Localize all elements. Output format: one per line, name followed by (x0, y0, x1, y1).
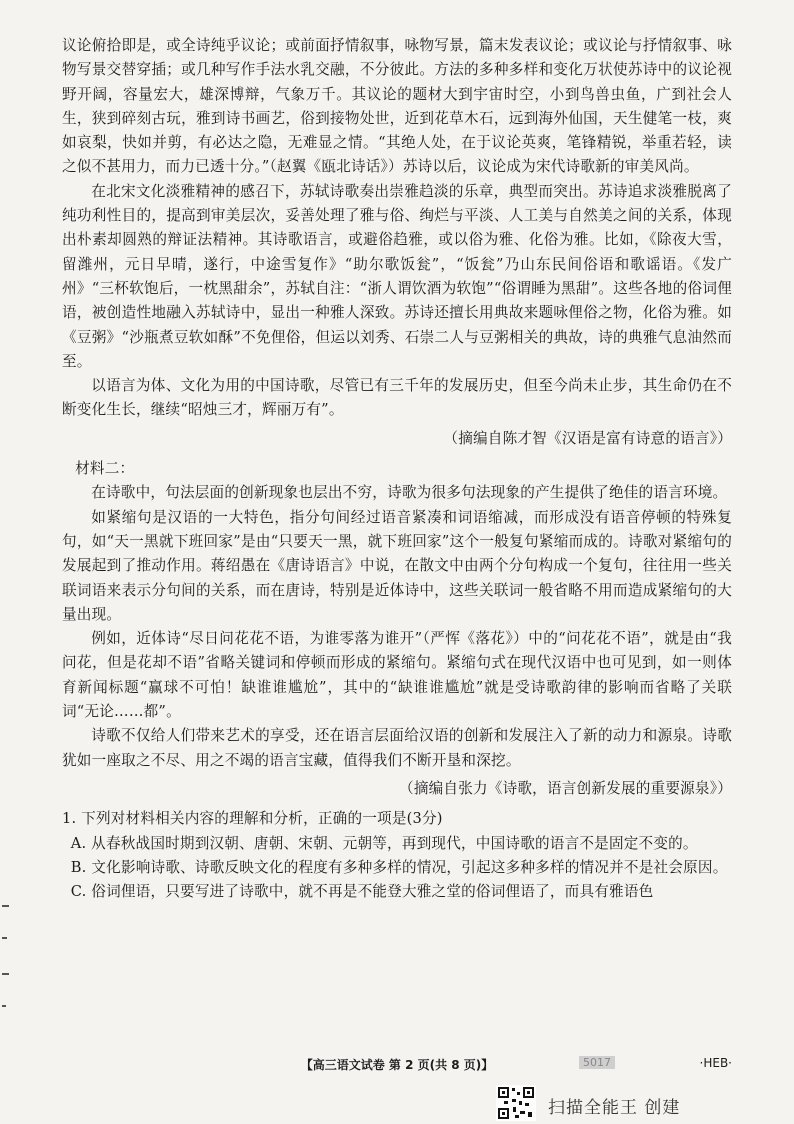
qr-code-icon (496, 1085, 536, 1121)
page-footer (62, 1056, 732, 1076)
material2-heading: 材料二： (75, 460, 135, 478)
footer-exam-code: 5017 (579, 1056, 615, 1069)
material2-paragraph-2: 如紧缩句是汉语的一大特色，指分句间经过语音紧凑和词语缩减，而形成没有语音停顿的特殊复句，如“天一黑就下班回家”是由“只要天一黑，就下班回家”这个一般复句紧缩而成的。诗歌对紧缩句的发展起到了推动作用。蒋绍愚在《唐诗语言》中说，在散文中由两个分句构成一个复句，往往用一些关联词语来表示分句间的关系，而在唐诗，特别是近体诗中，这些关联词一般省略不用而造成紧缩句的大量出现。 (62, 508, 732, 623)
material1-source: （摘编自陈才智《汉语是富有诗意的语言》） (443, 429, 732, 447)
binding-edge-marks (0, 895, 14, 1015)
material1-paragraph-1: 议论俯拾即是，或全诗纯乎议论；或前面抒情叙事，咏物写景，篇末发表议论；或议论与抒情叙事、咏物写景交替穿插；或几种写作手法水乳交融，不分彼此。方法的多种多样和变化万状使苏诗中的议论视野开阔，容量宏大，雄深博辩，气象万千。其议论的题材大到宇宙时空，小到鸟兽虫鱼，广到社会人生，狭到碎刻古玩，雅到诗书画艺，俗到接物处世，近到花草木石，远到海外仙国，天生健笔一枝，爽如哀梨，快如并剪，有必达之隐，无难显之情。“其绝人处，在于议论英爽，笔锋精锐，举重若轻，读之似不甚用力，而力已透十分。”（赵翼《瓯北诗话》）苏诗以后，议论成为宋代诗歌新的审美风尚。 (62, 37, 732, 176)
material2-paragraph-1: 在诗歌中，句法层面的创新现象也层出不穷，诗歌为很多句法现象的产生提供了绝佳的语言环境。 (91, 484, 728, 502)
question-1-option-a: A. 从春秋战国时期到汉朝、唐朝、宋朝、元朝等，再到现代，中国诗歌的语言不是固定不变的。 (70, 834, 698, 852)
question-1-stem: 1. 下列对材料相关内容的理解和分析，正确的一项是(3分) (62, 810, 443, 828)
scanner-app-text: 扫描全能王 创建 (548, 1098, 681, 1118)
question-1-option-b: B. 文化影响诗歌、诗歌反映文化的程度有多种多样的情况，引起这多种多样的情况并不是社会原因。 (70, 858, 728, 876)
material2-paragraph-3: 例如，近体诗“尽日问花花不语，为谁零落为谁开”（严恽《落花》）中的“问花花不语”，就是由“我问花，但是花却不语”省略关键词和停顿而形成的紧缩句。紧缩句式在现代汉语中也可见到，如一则体育新闻标题“赢球不可怕！缺谁谁尴尬”，其中的“缺谁谁尴尬”就是受诗歌韵律的影响而省略了关联词“无论……都”。 (62, 630, 732, 721)
material2-source: （摘编自张力《诗歌，语言创新发展的重要源泉》） (399, 779, 732, 797)
material2-paragraph-4: 诗歌不仅给人们带来艺术的享受，还在语言层面给汉语的创新和发展注入了新的动力和源泉。诗歌犹如一座取之不尽、用之不竭的语言宝藏，值得我们不断开垦和深挖。 (62, 727, 732, 769)
footer-page-info: 【高三语文试卷 第 2 页(共 8 页)】 (300, 1058, 494, 1072)
footer-region-tag: ·HEB· (699, 1056, 732, 1070)
question-1-option-c: C. 俗词俚语，只要写进了诗歌中，就不再是不能登大雅之堂的俗词俚语了，而具有雅语色 (70, 883, 654, 901)
material1-paragraph-3: 以语言为体、文化为用的中国诗歌，尽管已有三千年的发展历史，但至今尚未止步，其生命仍在不断变化生长，继续“昭烛三才，辉丽万有”。 (62, 377, 732, 419)
material1-paragraph-2: 在北宋文化淡雅精神的感召下，苏轼诗歌奏出崇雅趋淡的乐章，典型而突出。苏诗追求淡雅脱离了纯功利性目的，提高到审美层次，妥善处理了雅与俗、绚烂与平淡、人工美与自然美之间的关系，体现出朴素却圆熟的辩证法精神。其诗歌语言，或避俗趋雅，或以俗为雅、化俗为雅。比如，《除夜大雪，留潍州，元日早晴，遂行，中途雪复作》“助尔歌饭瓮”，“饭瓮”乃山东民间俗语和歌谣语。《发广州》“三杯软饱后，一枕黑甜余”，苏轼自注：“浙人谓饮酒为软饱”“俗谓睡为黑甜”。这些各地的俗词俚语，被创造性地融入苏轼诗中，显出一种雅人深致。苏诗还擅长用典故来题咏俚俗之物，化俗为雅。如《豆粥》“沙瓶煮豆软如酥”不免俚俗，但运以刘秀、石崇二人与豆粥相关的典故，诗的典雅气息油然而至。 (62, 182, 732, 370)
scanner-watermark (496, 1085, 756, 1121)
exam-page-body (62, 34, 732, 904)
